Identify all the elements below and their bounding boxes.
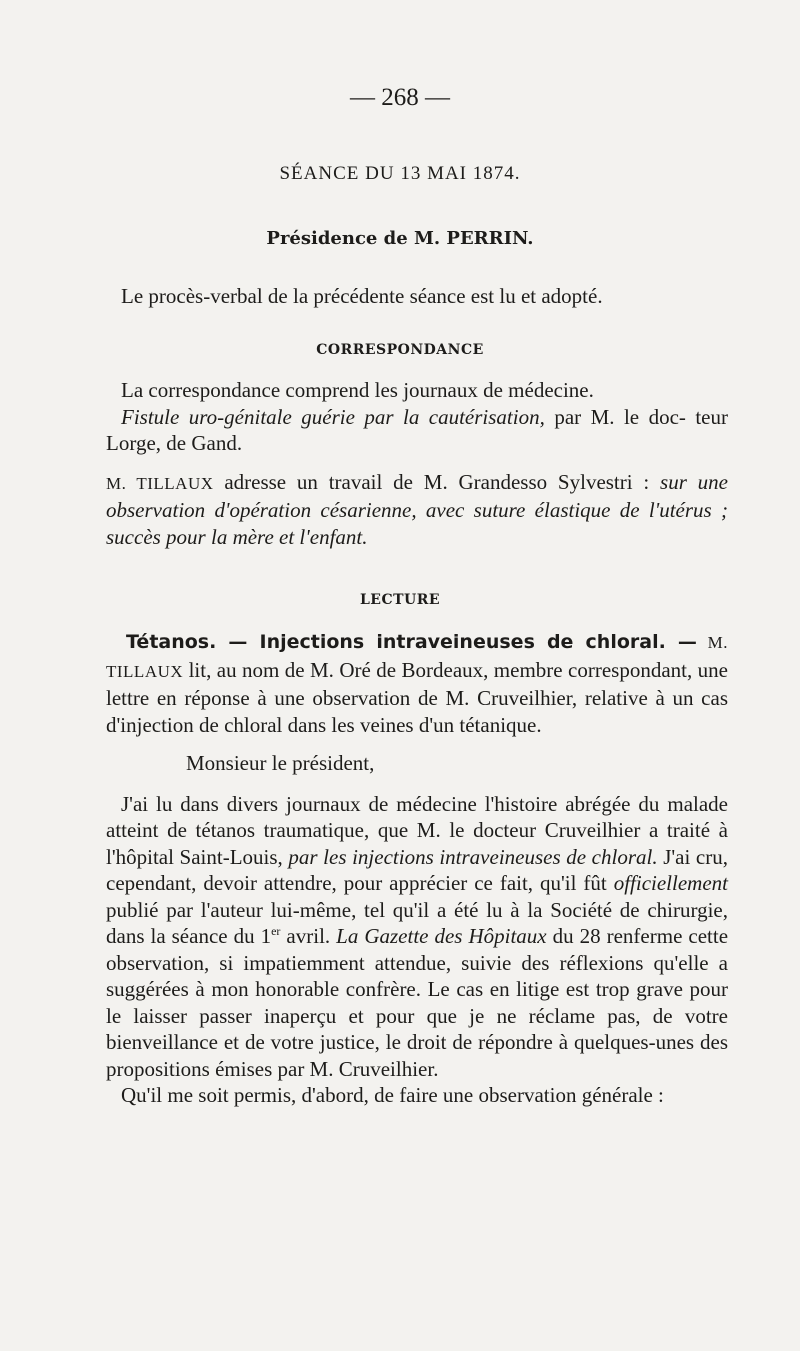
para1-c: publié par l'auteur lui-même, tel qu'il a été lu à la Société de chirurgie, dans la séance du 1 xyxy=(106,897,728,948)
lecture-tillaux-name: M. TILLAUX xyxy=(106,633,729,681)
fistule-author: par M. le doc- xyxy=(544,404,686,429)
letter-paragraph-1 xyxy=(106,791,728,1083)
correspondance-heading: CORRESPONDANCE xyxy=(316,342,484,358)
para1-b: J'ai cru, cependant, devoir attendre, pour apprécier ce fait, qu'il fût xyxy=(106,844,728,895)
fistule-title: Fistule uro-génitale guérie par la cautérisation, xyxy=(121,404,545,429)
lecture-section xyxy=(106,628,728,1109)
para1-a: J'ai lu dans divers journaux de médecine l'histoire abrégée du malade atteint de tétanos traumatique, que M. le docteur Cruveilhier a traité à l'hôpital Saint-Louis, xyxy=(106,791,728,869)
para1-italic-gazette: La Gazette des Hôpitaux xyxy=(336,924,547,948)
para1-italic-injections: par les injections intraveineuses de chloral. xyxy=(288,844,658,869)
tillaux-name: M. TILLAUX xyxy=(106,473,214,493)
fistule-paragraph xyxy=(106,404,728,457)
lecture-intro-text: lit, au nom de M. Oré de Bordeaux, membre correspondant, une lettre en réponse à une observation de M. Cruveilhier, relative à un cas d'injection de chloral dans les veines d'un tétanique. xyxy=(106,657,728,737)
session-title: SÉANCE DU 13 MAI 1874. xyxy=(279,163,521,184)
page-number: — 268 — xyxy=(350,84,450,111)
lecture-heading: LECTURE xyxy=(359,592,441,608)
para1-italic-officiellement: officiellement xyxy=(613,871,728,895)
lecture-intro xyxy=(106,628,728,738)
para1-superscript: er xyxy=(271,924,281,938)
fistule-author-cont: teur Lorge, de Gand. xyxy=(106,404,728,455)
para1-d: avril. xyxy=(280,924,337,948)
salutation: Monsieur le président, xyxy=(186,751,375,775)
letter-paragraph-2: Qu'il me soit permis, d'abord, de faire une observation générale : xyxy=(121,1083,664,1107)
presidence-line: Présidence de M. PERRIN. xyxy=(266,228,534,249)
proces-verbal-text: Le procès-verbal de la précédente séance est lu et adopté. xyxy=(121,284,603,308)
proces-verbal xyxy=(106,283,728,310)
lecture-title: Tétanos. — Injections intraveineuses de chloral. — xyxy=(126,631,697,653)
tillaux-paragraph xyxy=(106,469,728,551)
tillaux-text: adresse un travail de M. Grandesso Sylvestri : xyxy=(213,469,661,494)
tillaux-work-title: sur une observation d'opération césarienne, avec suture élastique de l'utérus ; succès pour la mère et l'enfant. xyxy=(106,469,728,549)
correspondance-line: La correspondance comprend les journaux de médecine. xyxy=(121,378,594,402)
correspondance-section xyxy=(106,377,728,550)
para1-e: du 28 renferme cette observation, si impatiemment attendue, suivie des réflexions qu'elle a suggérées à mon honorable confrère. Le cas en litige est trop grave pour le laisser passer inaperçu et pour que je ne réclame pas, de votre bienveillance et de votre justice, le droit de répondre à quelques-unes des propositions émises par M. Cruveilhier. xyxy=(106,924,729,1081)
